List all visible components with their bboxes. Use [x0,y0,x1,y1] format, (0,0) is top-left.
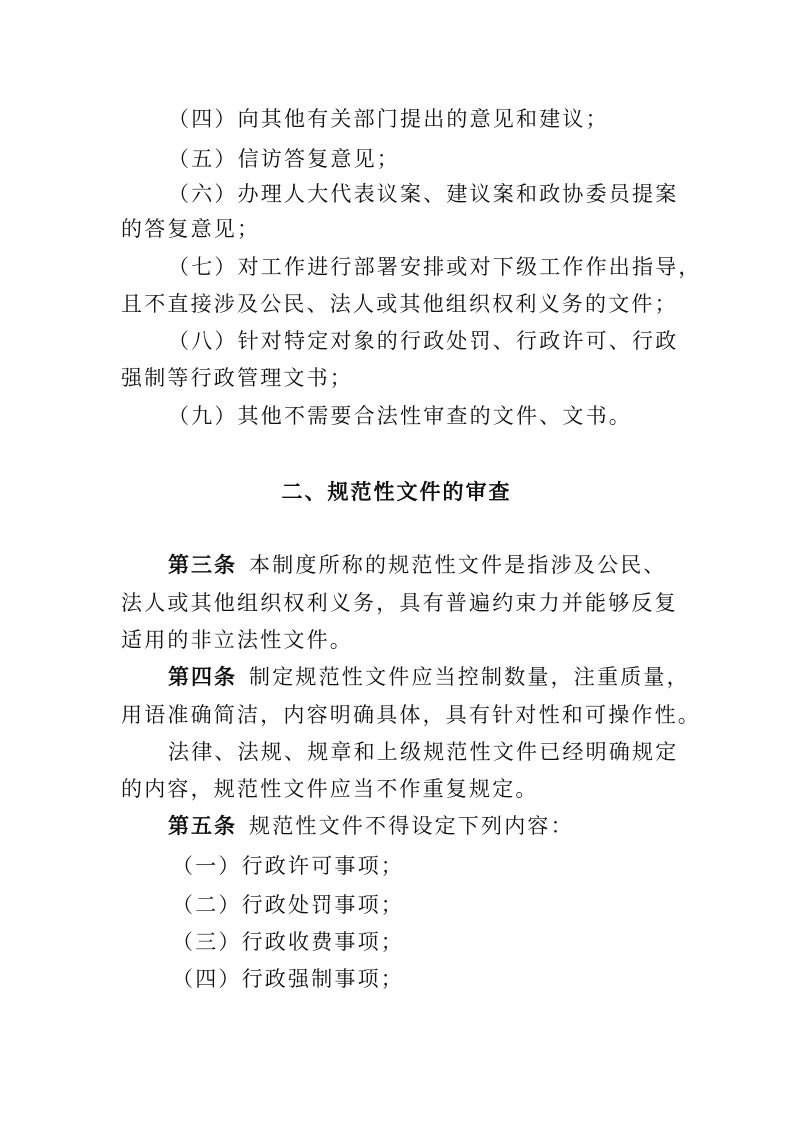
article-4-para-2-line-2: 的内容，规范性文件应当不作重复规定。 [121,777,539,801]
list-item-continuation: 的答复意见； [121,217,261,241]
article-3-line-1 [168,551,728,579]
article-4-line-1 [168,663,728,691]
list-item: （九）其他不需要合法性审查的文件、文书。 [168,404,632,428]
list-item-continuation: 强制等行政管理文书； [121,366,353,390]
list-item: （四）行政强制事项； [172,967,404,991]
list-item: （三）行政收费事项； [172,930,404,954]
list-item-continuation: 且不直接涉及公民、法人或其他组织权利义务的文件； [121,292,678,316]
list-item: （八）针对特定对象的行政处罚、行政许可、行政 [168,329,679,353]
article-3-line-3: 适用的非立法性文件。 [121,628,353,652]
article-label: 第五条 [168,814,237,838]
article-4-para-2-line-1: 法律、法规、规章和上级规范性文件已经明确规定 [168,740,679,764]
article-4-line-2: 用语准确简洁，内容明确具体，具有针对性和可操作性。 [121,703,701,727]
list-item: （七）对工作进行部署安排或对下级工作作出指导， [168,255,702,279]
article-text: 规范性文件不得设定下列内容： [249,814,574,838]
list-item: （二）行政处罚事项； [172,893,404,917]
article-3-line-2: 法人或其他组织权利义务，具有普遍约束力并能够反复 [121,591,678,615]
article-label: 第三条 [168,553,237,577]
section-heading: 二、规范性文件的审查 [281,480,512,504]
list-item: （四）向其他有关部门提出的意见和建议； [168,107,609,131]
list-item: （五）信访答复意见； [168,147,400,171]
article-text: 本制度所称的规范性文件是指涉及公民、 [249,553,667,577]
article-label: 第四条 [168,665,237,689]
article-text: 制定规范性文件应当控制数量，注重质量， [249,665,690,689]
list-item: （六）办理人大代表议案、建议案和政协委员提案 [168,182,679,206]
article-5-line-1 [168,812,728,840]
list-item: （一）行政许可事项； [172,854,404,878]
